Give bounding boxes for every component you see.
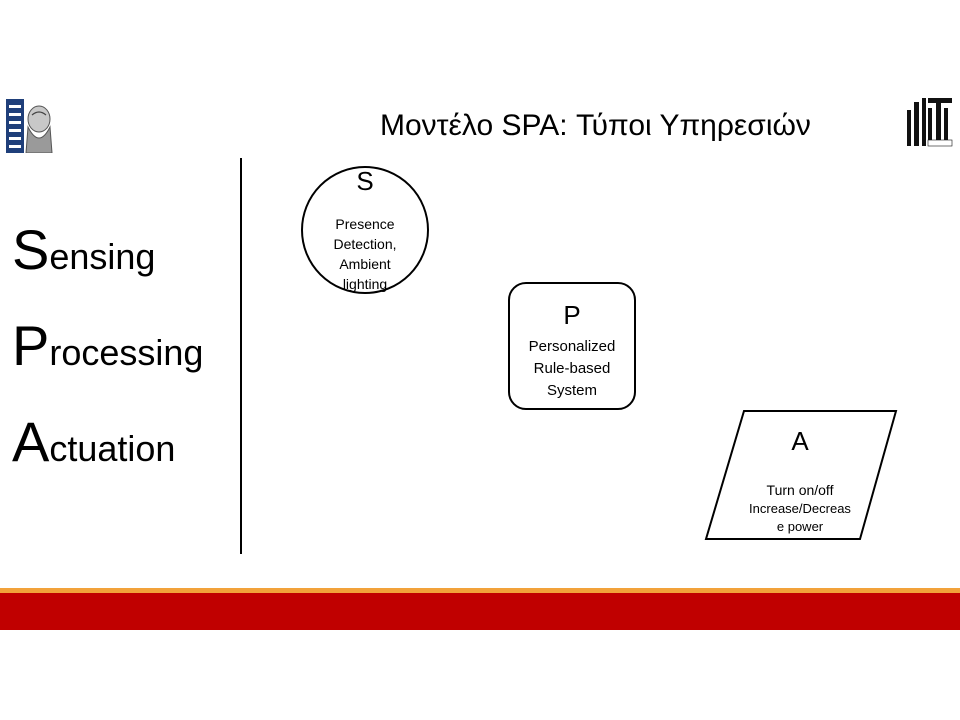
- processing-box: [508, 282, 636, 410]
- processing-line: Rule-based: [533, 360, 611, 377]
- spa-list: [12, 214, 203, 502]
- actuation-letter: A: [791, 426, 809, 456]
- sensing-line: Detection,: [333, 236, 397, 252]
- sensing-line: Presence: [335, 216, 395, 232]
- sensing-letter: S: [356, 166, 374, 196]
- processing-line: System: [546, 382, 597, 399]
- spa-initial: A: [12, 410, 50, 473]
- spa-rest: ctuation: [49, 428, 176, 469]
- actuation-description: [736, 480, 864, 536]
- spa-line-actuation: [12, 406, 203, 502]
- actuation-line: e power: [776, 519, 824, 534]
- demokritos-logo: [6, 99, 56, 153]
- vertical-divider: [240, 158, 242, 554]
- spa-rest: ensing: [49, 236, 156, 277]
- sensing-line: lighting: [342, 276, 388, 292]
- spa-initial: P: [12, 314, 50, 377]
- footer-red-bar: [0, 593, 960, 630]
- spa-rest: rocessing: [49, 332, 204, 373]
- processing-line: Personalized: [528, 338, 616, 355]
- page-title: Μοντέλο SPA: Τύποι Υπηρεσιών: [380, 109, 811, 142]
- demokritos-logo-icon: [6, 99, 56, 153]
- actuation-line: Turn on/off: [766, 482, 834, 498]
- sensing-description: [309, 214, 421, 294]
- actuation-line: Increase/Decreas: [749, 501, 851, 516]
- sensing-circle: [301, 166, 429, 294]
- iit-logo-icon: [906, 96, 954, 150]
- sensing-line: Ambient: [339, 256, 391, 272]
- spa-line-processing: [12, 310, 203, 406]
- spa-initial: S: [12, 218, 50, 281]
- processing-description: [514, 336, 630, 402]
- processing-letter: P: [563, 300, 581, 330]
- spa-line-sensing: [12, 214, 203, 310]
- iit-logo: [906, 96, 954, 150]
